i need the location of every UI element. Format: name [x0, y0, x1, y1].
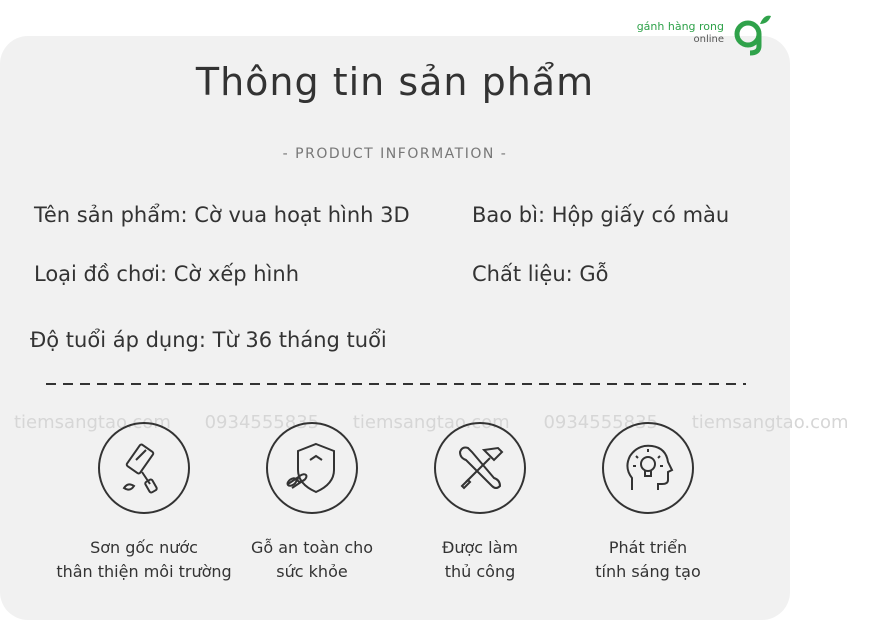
brand-logo-block: [637, 12, 772, 54]
page-title: Thông tin sản phẩm: [195, 60, 595, 104]
feature-label-line: Gỗ an toàn cho: [250, 538, 374, 557]
brand-name: gánh hàng rong: [636, 19, 724, 33]
watermark-text: 0934555835: [204, 412, 320, 433]
material-text: Chất liệu: Gỗ: [472, 262, 609, 286]
feature-label-line: Sơn gốc nước: [90, 538, 198, 557]
feature-creativity: [548, 422, 748, 584]
feature-circle: [98, 422, 190, 514]
brand-sub: online: [693, 33, 724, 45]
watermark-text: tiemsangtao.com: [14, 412, 171, 433]
watermark-text: tiemsangtao.com: [691, 412, 849, 433]
age-text: Độ tuổi áp dụng: Từ 36 tháng tuổi: [30, 328, 387, 352]
feature-label-line: Phát triển: [608, 538, 688, 557]
feature-label-line: thân thiện môi trường: [56, 562, 232, 581]
feature-circle: [434, 422, 526, 514]
watermark-text: tiemsangtao.com: [352, 412, 510, 433]
dashed-divider: [46, 383, 746, 385]
feature-label-line: tính sáng tạo: [595, 562, 701, 581]
brand-logo-icon: [730, 12, 772, 54]
product-name-text: Tên sản phẩm: Cờ vua hoạt hình 3D: [34, 203, 410, 227]
feature-label-line: sức khỏe: [276, 562, 348, 581]
feature-label-line: thủ công: [444, 562, 516, 581]
packaging-text: Bao bì: Hộp giấy có màu: [472, 203, 730, 227]
idea-head-icon: [618, 438, 678, 498]
tools-icon: [450, 438, 510, 498]
toy-type-text: Loại đồ chơi: Cờ xếp hình: [34, 262, 300, 286]
page-subtitle: - PRODUCT INFORMATION -: [282, 146, 508, 162]
shield-icon: [282, 438, 342, 498]
feature-circle: [266, 422, 358, 514]
feature-circle: [602, 422, 694, 514]
watermark-text: 0934555835: [543, 412, 658, 433]
feature-label-line: Được làm: [441, 538, 519, 557]
paint-roller-icon: [114, 438, 174, 498]
